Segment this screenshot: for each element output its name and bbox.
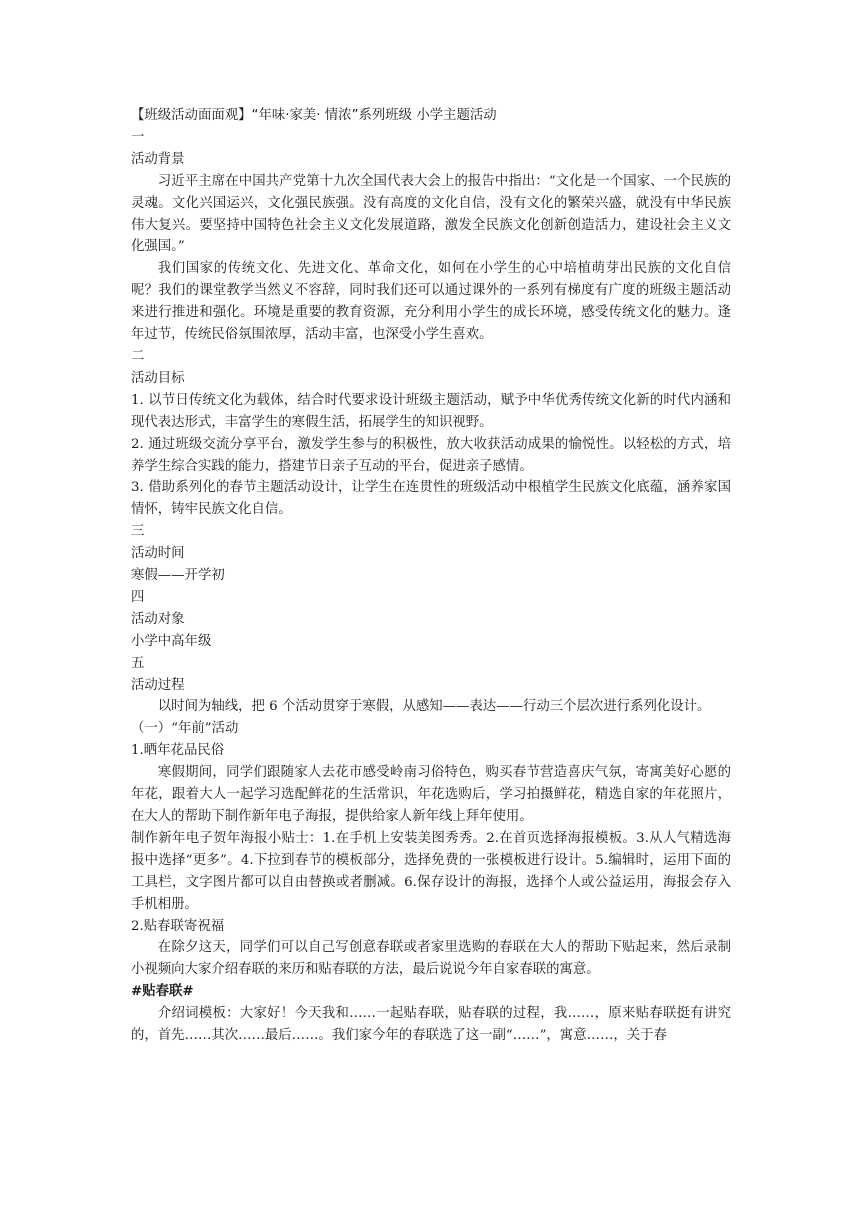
section-value: 小学中高年级 (131, 633, 212, 649)
subheading: （一）“年前”活动 (131, 721, 239, 737)
section-number: 三 (131, 524, 145, 540)
section-heading: 活动过程 (131, 677, 185, 693)
document-title: 【班级活动面面观】“年味·家美· 情浓”系列班级 小学主题活动 (131, 108, 497, 123)
paragraph: 在除夕这天，同学们可以自己写创意春联或者家里选购的春联在大人的帮助下贴起来，然后录制小视频向大家介绍春联的来历和贴春联的方法，最后说说今年自家春联的寓意。 (131, 940, 731, 978)
section-heading: 活动时间 (131, 546, 185, 562)
activity-title: 2.贴春联寄祝福 (131, 918, 225, 934)
list-item: 1. 以节日传统文化为载体，结合时代要求设计班级主题活动，赋予中华优秀传统文化新的时代内涵和现代表达形式，丰富学生的寒假生活，拓展学生的知识视野。 (131, 392, 731, 430)
list-item: 2. 通过班级交流分享平台，激发学生参与的积极性，放大收获活动成果的愉悦性。以轻松的方式，培养学生综合实践的能力，搭建节日亲子互动的平台，促进亲子感情。 (131, 436, 731, 474)
document-page (131, 105, 731, 1047)
section-heading: 活动背景 (131, 151, 185, 167)
section-number: 四 (131, 589, 145, 605)
activity-title: 1.晒年花品民俗 (131, 743, 225, 759)
section-heading: 活动对象 (131, 611, 185, 627)
tip-paragraph: 制作新年电子贺年海报小贴士：1.在手机上安装美图秀秀。2.在首页选择海报模板。3.从人气精选海报中选择“更多”。4.下拉到春节的模板部分，选择免费的一张模板进行设计。5.编辑时，运用下面的工具栏，文字图片都可以自由替换或者删减。6.保存设计的海报，选择个人或公益运用，海报会存入手机相册。 (131, 830, 731, 912)
paragraph: 我们国家的传统文化、先进文化、革命文化，如何在小学生的心中培植萌芽出民族的文化自信呢？我们的课堂教学当然义不容辞，同时我们还可以通过课外的一系列有梯度有广度的班级主题活动来进行推进和强化。环境是重要的教育资源，充分利用小学生的成长环境，感受传统文化的魅力。逢年过节，传统民俗氛围浓厚，活动丰富，也深受小学生喜欢。 (131, 261, 731, 343)
paragraph: 以时间为轴线，把 6 个活动贯穿于寒假，从感知——表达——行动三个层次进行系列化设计。 (157, 699, 711, 715)
paragraph: 习近平主席在中国共产党第十九次全国代表大会上的报告中指出：“文化是一个国家、一个民族的灵魂。文化兴国运兴，文化强民族强。没有高度的文化自信，没有文化的繁荣兴盛，就没有中华民族伟大复兴。要坚持中国特色社会主义文化发展道路，激发全民族文化创新创造活力，建设社会主义文化强国。” (131, 173, 731, 255)
section-number: 五 (131, 655, 145, 671)
section-number: 一 (131, 129, 145, 145)
section-value: 寒假——开学初 (131, 568, 225, 584)
paragraph: 介绍词模板：大家好！今天我和……一起贴春联，贴春联的过程，我……，原来贴春联挺有讲究的，首先……其次……最后……。我们家今年的春联选了这一副“……”，寓意……，关于春 (131, 1006, 731, 1044)
paragraph: 寒假期间，同学们跟随家人去花市感受岭南习俗特色，购买春节营造喜庆气氛，寄寓美好心愿的年花，跟着大人一起学习选配鲜花的生活常识，年花选购后，学习拍摄鲜花，精选自家的年花照片，在大人的帮助下制作新年电子海报，提供给家人新年线上拜年使用。 (131, 765, 731, 824)
section-heading: 活动目标 (131, 370, 185, 386)
hashtag-label: #贴春联# (131, 983, 194, 1000)
section-number: 二 (131, 348, 145, 364)
list-item: 3. 借助系列化的春节主题活动设计，让学生在连贯性的班级活动中根植学生民族文化底蕴，涵养家国情怀，铸牢民族文化自信。 (131, 480, 731, 518)
